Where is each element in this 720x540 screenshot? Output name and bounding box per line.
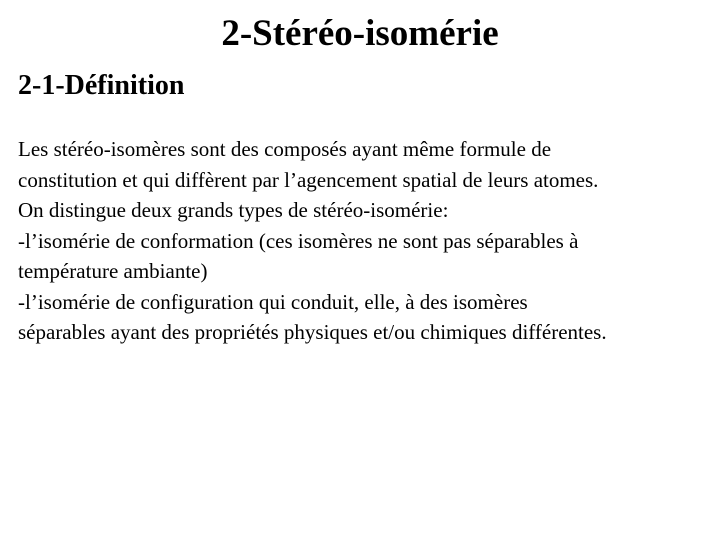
text-line: -l’isomérie de conformation (ces isomères ne sont pas séparables à (18, 228, 579, 253)
text-line: température ambiante) (18, 259, 208, 283)
text-line: séparables ayant des propriétés physiques et/ou chimiques différentes. (18, 320, 607, 344)
text-line: constitution et qui diffèrent par l’agencement spatial de leurs atomes. (18, 167, 599, 192)
text-line: -l’isomérie de configuration qui conduit, elle, à des isomères (18, 289, 528, 314)
text-line: On distingue deux grands types de stéréo-isomérie: (18, 198, 449, 222)
section-heading: 2-1-Définition (18, 70, 185, 101)
slide-title: 2-Stéréo-isomérie (221, 13, 499, 54)
text-line: Les stéréo-isomères sont des composés ayant même formule de (18, 137, 552, 161)
definition-text (18, 134, 708, 348)
